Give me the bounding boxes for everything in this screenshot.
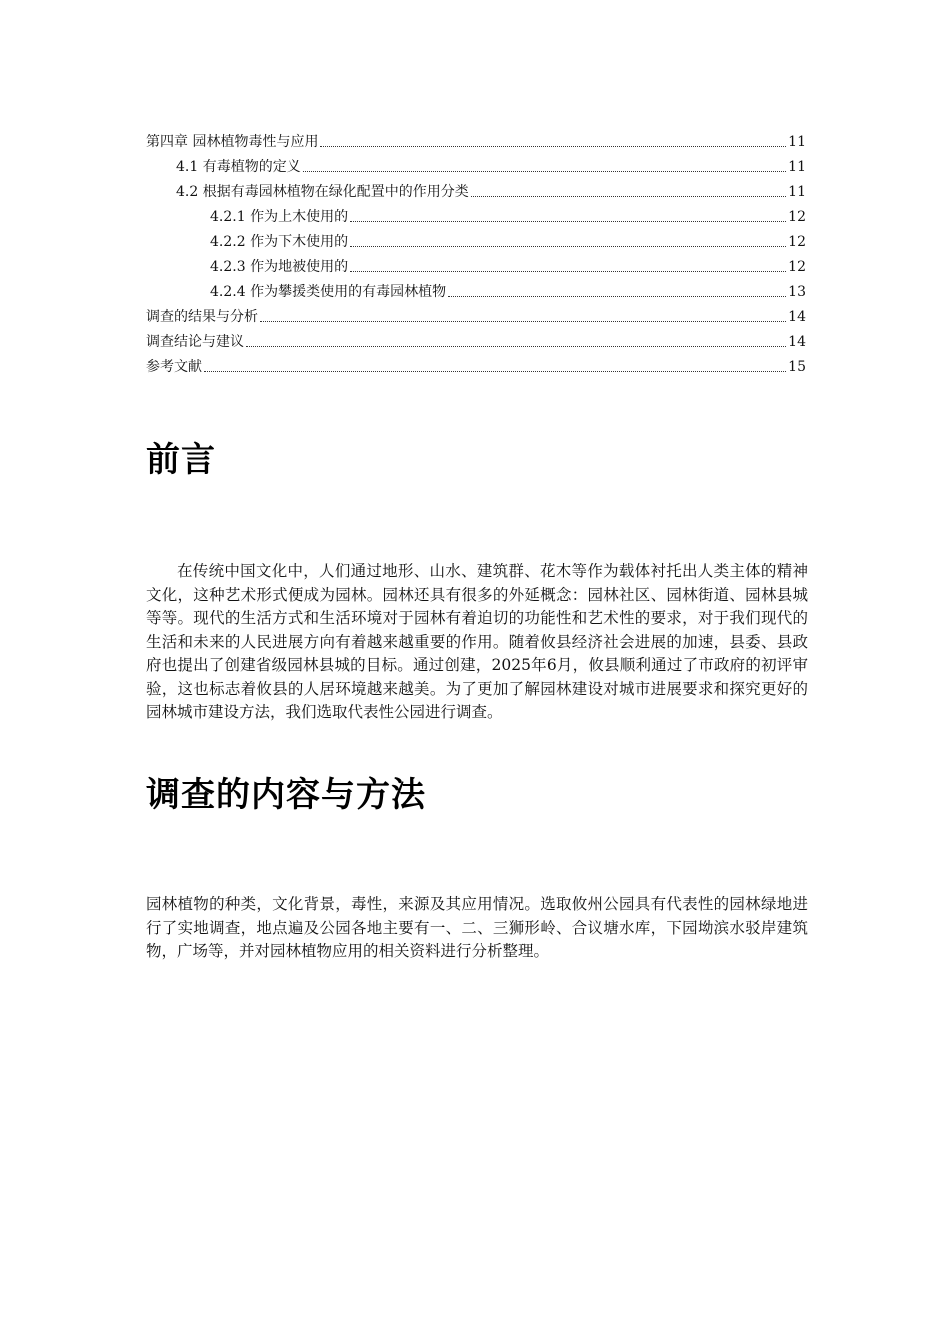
toc-entry-title: 4.2.3 作为地被使用的	[210, 259, 349, 275]
toc-entry-page: 11	[788, 184, 806, 200]
toc-entry-page: 14	[788, 309, 806, 325]
toc-entry[interactable]	[146, 177, 806, 202]
toc-entry-title: 4.1 有毒植物的定义	[176, 159, 301, 175]
toc-dot-leader	[320, 146, 786, 147]
preface-paragraph: 在传统中国文化中，人们通过地形、山水、建筑群、花木等作为载体衬托出人类主体的精神文化，这种艺术形式便成为园林。园林还具有很多的外延概念：园林社区、园林街道、园林县城等等。现代的生活方式和生活环境对于园林有着迫切的功能性和艺术性的要求，对于我们现代的生活和未来的人民进展方向有着越来越重要的作用。随着攸县经济社会进展的加速，县委、县政府也提出了创建省级园林县城的目标。通过创建，2025年6月，攸县顺利通过了市政府的初评审验，这也标志着攸县的人居环境越来越美。为了更加了解园林建设对城市进展要求和探究更好的园林城市建设方法，我们选取代表性公园进行调查。	[146, 562, 808, 721]
toc-entry-title: 调查的结果与分析	[146, 309, 258, 325]
toc-dot-leader	[246, 346, 786, 347]
toc-dot-leader	[204, 371, 786, 372]
method-heading: 调查的内容与方法	[146, 775, 426, 815]
toc-entry-title: 4.2.4 作为攀援类使用的有毒园林植物	[210, 284, 447, 300]
toc-dot-leader	[448, 296, 786, 297]
toc-entry-title: 4.2 根据有毒园林植物在绿化配置中的作用分类	[176, 184, 469, 200]
toc-dot-leader	[350, 246, 786, 247]
method-paragraph: 园林植物的种类，文化背景，毒性，来源及其应用情况。选取攸州公园具有代表性的园林绿地进行了实地调查，地点遍及公园各地主要有一、二、三狮形岭、合议塘水库，下园坳滨水驳岸建筑物，广场等，并对园林植物应用的相关资料进行分析整理。	[146, 895, 808, 960]
table-of-contents	[146, 127, 806, 377]
toc-entry-page: 14	[788, 334, 806, 350]
toc-entry[interactable]	[146, 302, 806, 327]
toc-dot-leader	[260, 321, 786, 322]
toc-entry[interactable]	[146, 327, 806, 352]
toc-entry-page: 11	[788, 134, 806, 150]
toc-entry[interactable]	[146, 152, 806, 177]
toc-entry[interactable]	[146, 277, 806, 302]
toc-entry[interactable]	[146, 252, 806, 277]
toc-entry-page: 12	[788, 259, 806, 275]
toc-dot-leader	[350, 271, 786, 272]
toc-entry-title: 4.2.2 作为下木使用的	[210, 234, 349, 250]
toc-entry[interactable]	[146, 352, 806, 377]
toc-entry-page: 12	[788, 209, 806, 225]
toc-entry-title: 第四章 园林植物毒性与应用	[146, 134, 319, 150]
toc-entry-page: 12	[788, 234, 806, 250]
toc-entry[interactable]	[146, 227, 806, 252]
preface-heading: 前言	[146, 440, 216, 480]
toc-entry-title: 调查结论与建议	[146, 334, 244, 350]
toc-dot-leader	[303, 171, 786, 172]
toc-entry-title: 4.2.1 作为上木使用的	[210, 209, 349, 225]
toc-entry[interactable]	[146, 127, 806, 152]
toc-dot-leader	[350, 221, 786, 222]
toc-entry[interactable]	[146, 202, 806, 227]
toc-dot-leader	[471, 196, 786, 197]
toc-entry-title: 参考文献	[146, 359, 202, 375]
toc-entry-page: 13	[788, 284, 806, 300]
toc-entry-page: 11	[788, 159, 806, 175]
toc-entry-page: 15	[788, 359, 806, 375]
